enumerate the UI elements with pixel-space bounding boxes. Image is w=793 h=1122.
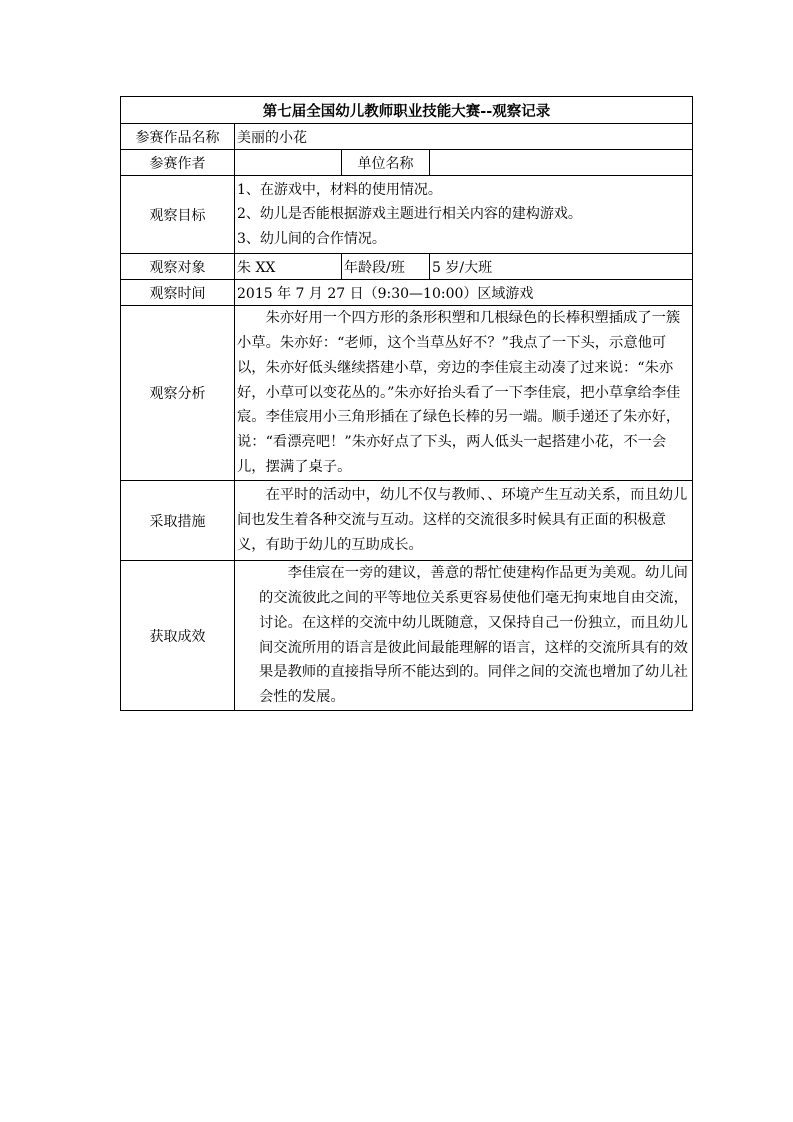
time-value: 2015 年 7 月 27 日（9:30—10:00）区域游戏 <box>235 280 693 306</box>
results-row <box>121 561 693 711</box>
observation-record-table <box>120 96 693 711</box>
subject-value: 朱 XX <box>235 254 342 280</box>
results-label: 获取成效 <box>121 561 235 711</box>
goal-item: 1、在游戏中，材料的使用情况。 <box>237 181 442 198</box>
goal-item: 2、幼儿是否能根据游戏主题进行相关内容的建构游戏。 <box>237 206 582 223</box>
measures-row <box>121 481 693 561</box>
title-row <box>121 97 693 124</box>
time-label: 观察时间 <box>121 280 235 306</box>
analysis-cell <box>235 306 693 481</box>
results-cell <box>235 561 693 711</box>
age-value: 5 岁/大班 <box>430 254 693 280</box>
measures-label: 采取措施 <box>121 481 235 561</box>
work-name-row <box>121 124 693 150</box>
time-row <box>121 280 693 306</box>
measures-text: 在平时的活动中，幼儿不仅与教师、、环境产生互动关系，而且幼儿间也发生着各种交流与互动。这样的交流很多时候具有正面的积极意义，有助于幼儿的互助成长。 <box>237 487 688 553</box>
goals-label: 观察目标 <box>121 176 235 254</box>
subject-row <box>121 254 693 280</box>
goal-item: 3、幼儿间的合作情况。 <box>237 230 386 247</box>
author-label: 参赛作者 <box>121 150 235 176</box>
work-name-label: 参赛作品名称 <box>121 124 235 150</box>
document-title: 第七届全国幼儿教师职业技能大赛--观察记录 <box>121 97 693 124</box>
analysis-row <box>121 306 693 481</box>
author-value <box>235 150 342 176</box>
goals-row <box>121 176 693 254</box>
age-label: 年龄段/班 <box>342 254 430 280</box>
analysis-label: 观察分析 <box>121 306 235 481</box>
work-name-value: 美丽的小花 <box>235 124 693 150</box>
author-row <box>121 150 693 176</box>
analysis-text: 朱亦好用一个四方形的条形积塑和几根绿色的长棒积塑插成了一簇小草。朱亦好：“老师，这个当草丛好不？”我点了一下头，示意他可以，朱亦好低头继续搭建小草，旁边的李佳宸主动凑了过来说：“朱亦好，小草可以变花丛的。”朱亦好抬头看了一下李佳宸，把小草拿给李佳宸。李佳宸用小三角形插在了绿色长棒的另一端。顺手递还了朱亦好，说：“看漂亮吧！”朱亦好点了下头，两人低头一起搭建小花，不一会儿，摆满了桌子。 <box>237 310 681 475</box>
results-text: 李佳宸在一旁的建议，善意的帮忙使建构作品更为美观。幼儿间的交流彼此之间的平等地位关系更容易使他们毫无拘束地自由交流，讨论。在这样的交流中幼儿既随意，又保持自己一份独立，而且幼儿间交流所用的语言是彼此间最能理解的语言，这样的交流所具有的效果是教师的直接指导所不能达到的。同伴之间的交流也增加了幼儿社会性的发展。 <box>259 565 688 706</box>
goals-cell <box>235 176 693 254</box>
measures-cell <box>235 481 693 561</box>
subject-label: 观察对象 <box>121 254 235 280</box>
unit-label: 单位名称 <box>342 150 430 176</box>
unit-value <box>430 150 693 176</box>
